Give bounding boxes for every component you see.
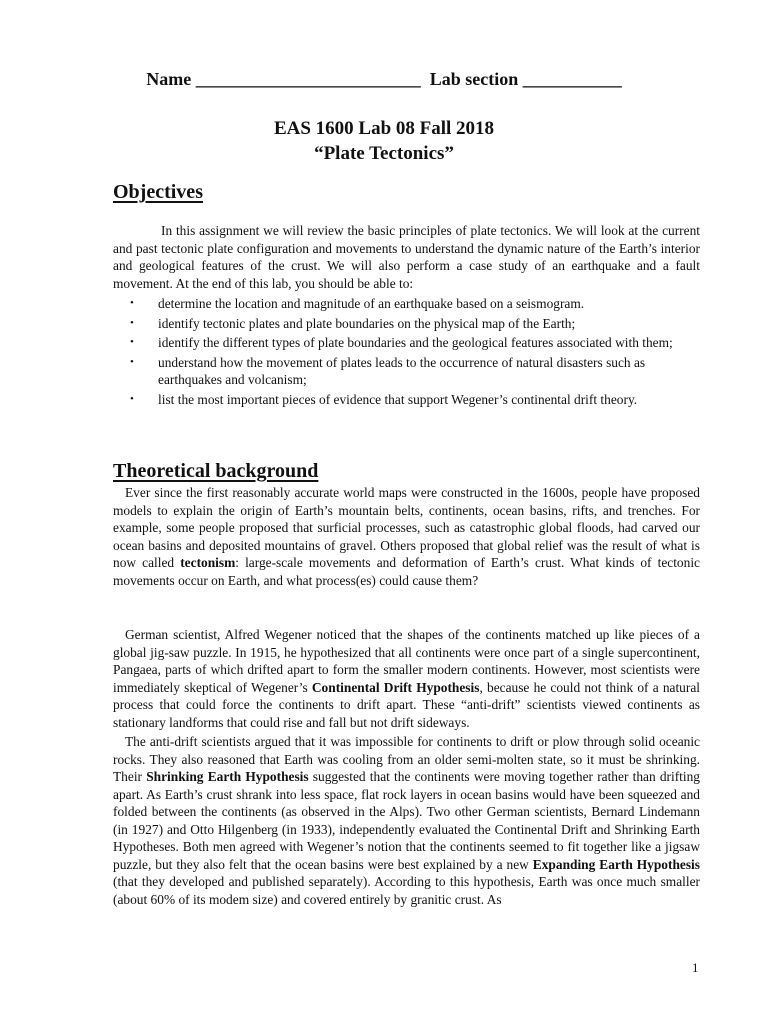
objectives-list <box>113 295 700 410</box>
term-continental-drift: Continental Drift Hypothesis <box>311 679 480 695</box>
objectives-heading: Objectives <box>113 181 203 203</box>
paragraph-text: Ever since the first reasonably accurate world maps were constructed in the 1600s, people have proposed models to explain the origin of Earth’s mountain belts, continents, ocean basins, rifts, and trenches. For example, some people proposed that surficial processes, such as catastrophic global floods, had carved our ocean basins and deposited mountains of gravel. Others proposed that global relief was the result of what is now called <box>113 485 700 570</box>
list-item-text: determine the location and magnitude of an earthquake based on a seismogram. <box>158 296 585 311</box>
list-item <box>113 295 700 313</box>
term-tectonism: tectonism <box>180 555 236 570</box>
lab-title: EAS 1600 Lab 08 Fall 2018 <box>273 118 495 139</box>
background-paragraph-3 <box>113 733 700 908</box>
term-expanding-earth: Expanding Earth Hypothesis <box>532 856 700 872</box>
list-item <box>113 334 700 352</box>
bullet-icon: • <box>130 316 134 329</box>
bullet-icon: • <box>130 392 134 405</box>
paragraph-text: : large-scale movements and deformation of Earth’s crust. What kinds of tectonic movements occur on Earth, and what process(es) could cause them? <box>113 555 700 588</box>
background-paragraph-2 <box>113 626 700 731</box>
list-item-text: list the most important pieces of evidence that support Wegener’s continental drift theory. <box>158 391 638 407</box>
objectives-intro: In this assignment we will review the basic principles of plate tectonics. We will look at the current and past tectonic plate configuration and movements to understand the dynamic nature of the Earth’s interior and geological features of the crust. We will also perform a case study of an earthquake and a fault movement. At the end of this lab, you should be able to: <box>113 223 700 291</box>
list-item-text: identify the different types of plate boundaries and the geological features associated with them; <box>158 335 673 350</box>
background-paragraph-1 <box>113 484 700 589</box>
paragraph-text: The anti-drift scientists argued that it was impossible for continents to drift or plow through solid oceanic rocks. They also reasoned that Earth was cooling from an older semi-molten state, so it must be shrinking. Their <box>113 734 700 784</box>
name-lab-section-line: Name _________________________ Lab section ___________ <box>146 69 622 89</box>
list-item <box>113 354 700 389</box>
list-item <box>113 315 700 333</box>
bullet-icon: • <box>130 297 134 309</box>
paragraph-text: German scientist, Alfred Wegener noticed that the shapes of the continents matched up like pieces of a global jig-saw puzzle. In 1915, he hypothesized that all continents were once part of a single supercontinent, Pangaea, parts of which drifted apart to form the smaller modern continents. However, most scientists were immediately skeptical of Wegener’s <box>113 627 700 695</box>
theoretical-background-heading: Theoretical background <box>113 460 319 482</box>
paragraph-text: (that they developed and published separately). According to this hypothesis, Earth was once much smaller (about 60% of its modem size) and covered entirely by granitic crust. As <box>113 874 700 907</box>
list-item-text: understand how the movement of plates leads to the occurrence of natural disasters such as earthquakes and volcanism; <box>158 354 646 387</box>
paragraph-text: suggested that the continents were moving together rather than drifting apart. As Earth’s crust shrank into less space, flat rock layers in ocean basins would have been squeezed and folded between the continents (as observed in the Alps). Two other German scientists, Bernard Lindemann (in 1927) and Otto Hilgenberg (in 1933), independently evaluated the Continental Drift and Shrinking Earth Hypotheses. Both men agreed with Wegener’s notion that the continents seemed to fit together like a jigsaw puzzle, but they also felt that the ocean basins were best explained by a new <box>113 769 700 872</box>
list-item <box>113 391 700 409</box>
bullet-icon: • <box>130 336 134 348</box>
page-number: 1 <box>692 960 699 975</box>
list-item-text: identify tectonic plates and plate boundaries on the physical map of the Earth; <box>158 315 576 331</box>
term-shrinking-earth: Shrinking Earth Hypothesis <box>146 769 309 784</box>
lab-subtitle: “Plate Tectonics” <box>314 143 454 164</box>
bullet-icon: • <box>130 355 134 368</box>
paragraph-text: , because he could not think of a natural process that could force the continents to drift apart. These “anti-drift” scientists viewed continents as stationary landforms that could rise and fall but not drift sideways. <box>113 679 700 730</box>
